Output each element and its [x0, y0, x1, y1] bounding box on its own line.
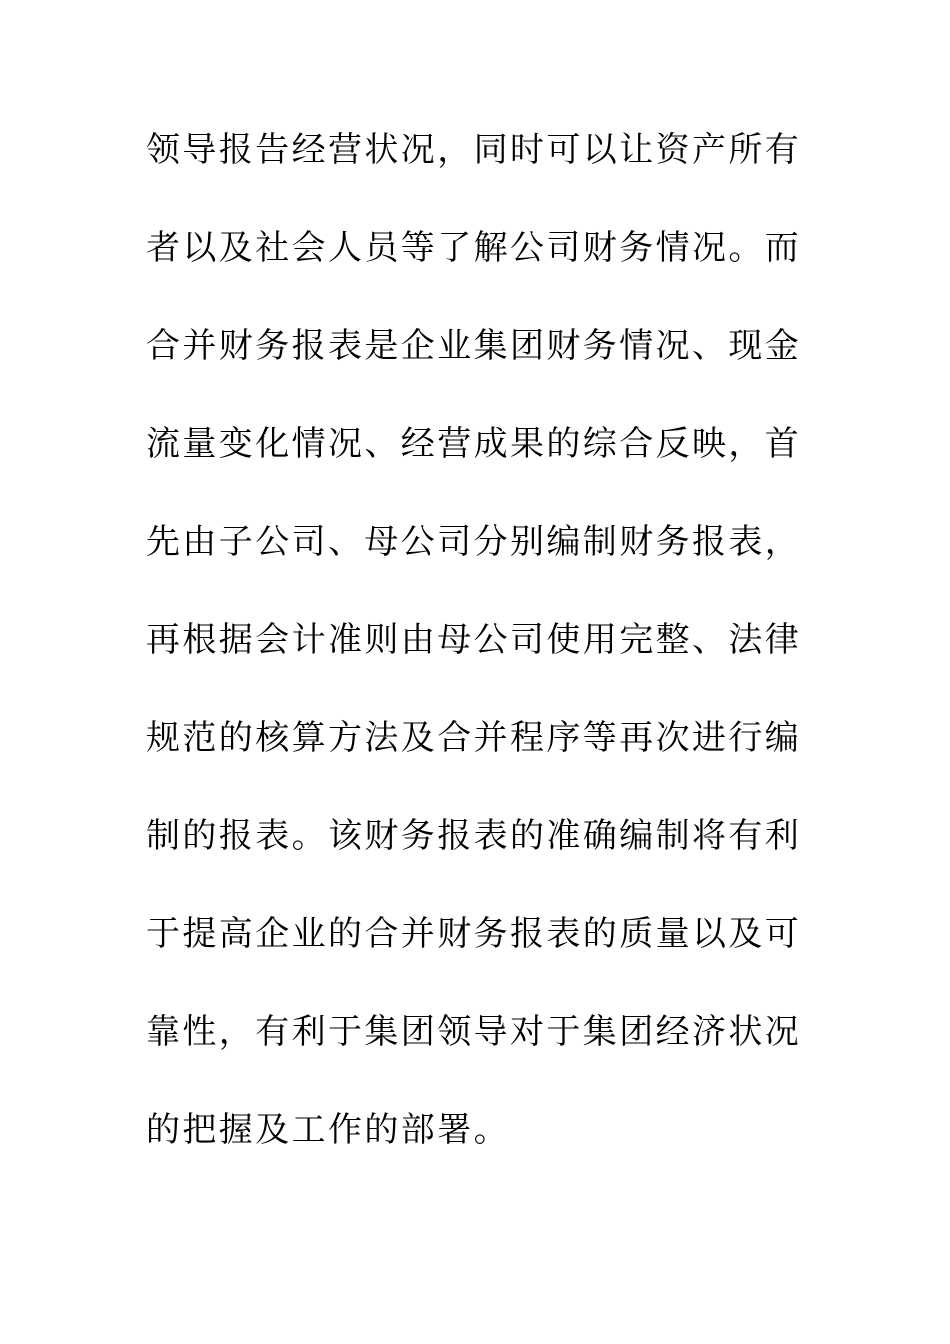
paragraph-line: 者以及社会人员等了解公司财务情况。而	[146, 228, 802, 268]
paragraph-line: 靠性，有利于集团领导对于集团经济状况	[146, 1012, 802, 1052]
paragraph-line: 制的报表。该财务报表的准确编制将有利	[146, 816, 802, 856]
paragraph-line: 于提高企业的合并财务报表的质量以及可	[146, 914, 802, 954]
paragraph-line: 再根据会计准则由母公司使用完整、法律	[146, 620, 802, 660]
paragraph-line: 规范的核算方法及合并程序等再次进行编	[146, 718, 802, 758]
paragraph-line: 流量变化情况、经营成果的综合反映，首	[146, 424, 802, 464]
paragraph-line: 的把握及工作的部署。	[146, 1110, 510, 1150]
body-paragraph	[146, 120, 826, 1198]
paragraph-line: 领导报告经营状况，同时可以让资产所有	[146, 130, 802, 170]
paragraph-line: 先由子公司、母公司分别编制财务报表，	[146, 522, 802, 562]
paragraph-line: 合并财务报表是企业集团财务情况、现金	[146, 326, 802, 366]
